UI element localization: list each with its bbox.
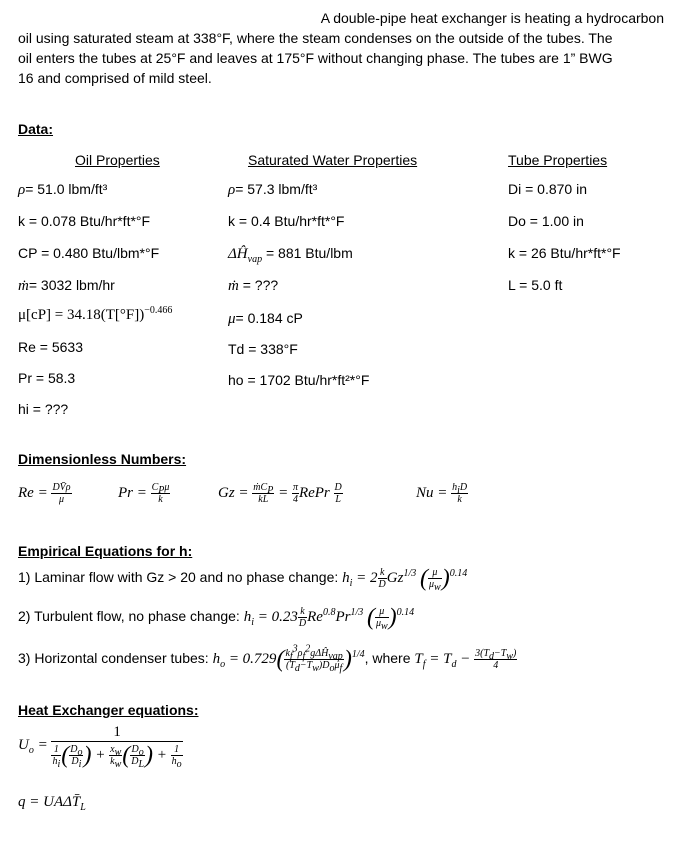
intro-line-3: oil enters the tubes at 25°F and leaves at 175°F without changing phase. The tubes are 1” BWG bbox=[18, 50, 613, 66]
oil-reynolds: Re = 5633 bbox=[18, 339, 83, 355]
oil-heat-capacity: CP = 0.480 Btu/lbm*°F bbox=[18, 245, 160, 261]
oil-prandtl: Pr = 58.3 bbox=[18, 370, 76, 386]
empirical-heading: Empirical Equations for h: bbox=[18, 543, 193, 559]
equation-laminar: 1) Laminar flow with Gz > 20 and no phase change: $h_i = 2$ $\frac{k}{D}$ $Gz^{1/3}$ ( $\frac{\mu}{\mu_w}$ )$^{0.14}$ bbox=[18, 565, 468, 593]
graetz-equation: Gz = $\frac{ṁC_P}{kL}$ = $\frac{\pi}{4}$ RePr $\frac{D}{L}$ bbox=[218, 482, 342, 505]
overall-u-equation: $U_o$ = 1 $\frac{1}{h_i}$ ( $\frac{D_o}{D_i}$ ) + $\frac{x_w}{k_w}$ ( $\frac{D_o}{D_L}$ ) + $\frac{1}{h_o}$ bbox=[18, 724, 182, 770]
tube-length: L = 5.0 ft bbox=[508, 277, 563, 293]
water-conductivity: k = 0.4 Btu/hr*ft*°F bbox=[228, 213, 345, 229]
tube-conductivity: k = 26 Btu/hr*ft*°F bbox=[508, 245, 621, 261]
intro-line-2: oil using saturated steam at 338°F, where the steam condenses on the outside of the tubes. The bbox=[18, 30, 613, 46]
water-temperature: Td = 338°F bbox=[228, 341, 298, 357]
equation-turbulent: 2) Turbulent flow, no phase change: $h_i = 0.23$ $\frac{k}{D}$ $Re^{0.8}Pr^{1/3}$ ( $\frac{\mu}{\mu_w}$ )$^{0.14}$ bbox=[18, 604, 415, 632]
water-density: ρ= 57.3 lbm/ft³ bbox=[228, 181, 318, 198]
oil-mass-flow: ṁ= 3032 lbm/hr bbox=[18, 277, 115, 294]
data-heading: Data: bbox=[18, 121, 54, 137]
water-latent-heat: $\Delta Ĥ_{vap} = 881$ Btu/lbm bbox=[228, 245, 353, 265]
tube-outer-diameter: Do = 1.00 in bbox=[508, 213, 584, 229]
hx-heading: Heat Exchanger equations: bbox=[18, 702, 199, 718]
tube-properties-heading: Tube Properties bbox=[508, 152, 608, 168]
oil-viscosity-correlation: $\mu[cP] = 34.18(T[^\circ F])^{-0.466}$ bbox=[18, 305, 173, 323]
oil-hi: hi = ??? bbox=[18, 401, 69, 417]
tube-inner-diameter: Di = 0.870 in bbox=[508, 181, 587, 197]
oil-density: ρ= 51.0 lbm/ft³ bbox=[18, 181, 108, 198]
oil-conductivity: k = 0.078 Btu/hr*ft*°F bbox=[18, 213, 151, 229]
oil-properties-heading: Oil Properties bbox=[75, 152, 160, 168]
prandtl-equation: Pr = $\frac{C_P\mu}{k}$ bbox=[118, 482, 170, 505]
reynolds-equation: Re = $\frac{DV̄\rho}{\mu}$ bbox=[18, 482, 71, 505]
problem-statement bbox=[18, 8, 664, 88]
heat-duty-equation: $q = UA\Delta T̄_L$ bbox=[18, 794, 86, 813]
water-ho: ho = 1702 Btu/hr*ft²*°F bbox=[228, 372, 370, 388]
nusselt-equation: Nu = $\frac{h_iD}{k}$ bbox=[416, 482, 468, 505]
dimensionless-heading: Dimensionless Numbers: bbox=[18, 451, 187, 467]
intro-line-1: A double-pipe heat exchanger is heating a hydrocarbon bbox=[320, 10, 664, 26]
equation-condenser: 3) Horizontal condenser tubes: $h_o = 0.729$( $\frac{k_f^3\rho_f^2g\Delta Ĥ_{vap}}{(T_d-T_w)D_o\mu_f}$ )$^{1/4}$, where $T_f = T_d$ − $\frac{3(T_d-T_w)}{4}$ bbox=[18, 643, 517, 674]
water-mass-flow: ṁ = ??? bbox=[228, 277, 279, 294]
intro-line-4: 16 and comprised of mild steel. bbox=[18, 70, 212, 86]
water-viscosity: μ= 0.184 cP bbox=[228, 310, 303, 327]
water-properties-heading: Saturated Water Properties bbox=[248, 152, 418, 168]
